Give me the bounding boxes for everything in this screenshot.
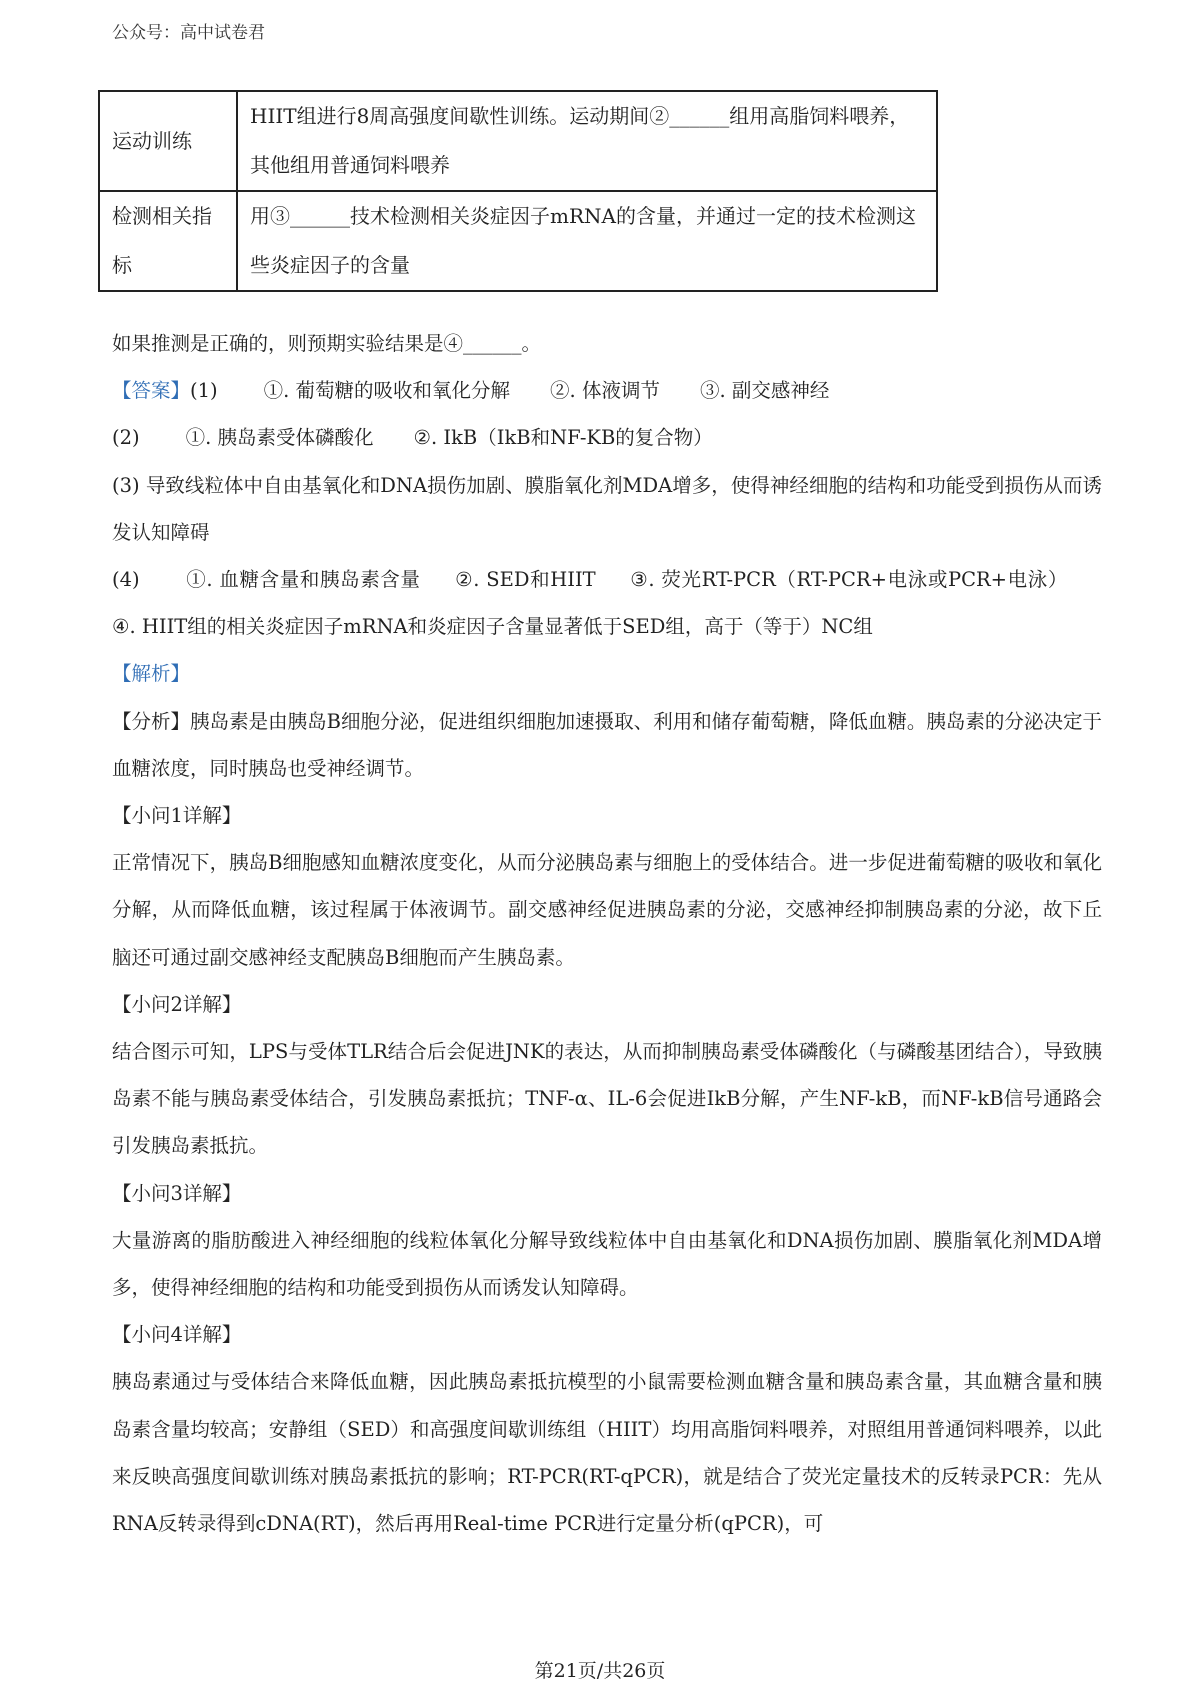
table-cell-label: 检测相关指标 [99, 191, 237, 291]
answer-1-part-c: ③. 副交感神经 [699, 379, 830, 403]
q1-text: 正常情况下，胰岛B细胞感知血糖浓度变化，从而分泌胰岛素与细胞上的受体结合。进一步促进葡萄糖的吸收和氧化分解，从而降低血糖，该过程属于体液调节。副交感神经促进胰岛素的分泌，交感神经抑制胰岛素的分泌，故下丘脑还可通过副交感神经支配胰岛B细胞而产生胰岛素。 [112, 851, 1102, 969]
answer-4-part-b: ②. SED和HIIT [454, 568, 596, 592]
answer-line-2 [112, 414, 1102, 461]
answer-2-number: (2) [112, 426, 140, 450]
answer-line-4 [112, 556, 1102, 650]
table-row [99, 191, 937, 291]
answer-line-1 [112, 367, 1102, 414]
answer-1-part-a: ①. 葡萄糖的吸收和氧化分解 [263, 379, 511, 403]
table-cell-content: 用③______技术检测相关炎症因子mRNA的含量，并通过一定的技术检测这些炎症因子的含量 [237, 191, 937, 291]
answer-2-part-b: ②. IkB（IkB和NF-KB的复合物） [413, 426, 713, 450]
q4-text: 胰岛素通过与受体结合来降低血糖，因此胰岛素抵抗模型的小鼠需要检测血糖含量和胰岛素含量，其血糖含量和胰岛素含量均较高；安静组（SED）和高强度间歇训练组（HIIT）均用高脂饲料喂养，对照组用普通饲料喂养，以此来反映高强度间歇训练对胰岛素抵抗的影响；RT-PCR(RT-qPCR)，就是结合了荧光定量技术的反转录PCR：先从RNA反转录得到cDNA(RT)，然后再用Real-time PCR进行定量分析(qPCR)，可 [112, 1370, 1102, 1536]
answer-1-part-b: ②. 体液调节 [550, 379, 660, 403]
intro-line: 如果推测是正确的，则预期实验结果是④______。 [112, 332, 542, 355]
q3-text: 大量游离的脂肪酸进入神经细胞的线粒体氧化分解导致线粒体中自由基氧化和DNA损伤加剧、膜脂氧化剂MDA增多，使得神经细胞的结构和功能受到损伤从而诱发认知障碍。 [112, 1228, 1102, 1300]
answer-4-part-a: ①. 血糖含量和胰岛素含量 [185, 568, 421, 592]
q2-text: 结合图示可知，LPS与受体TLR结合后会促进JNK的表达，从而抑制胰岛素受体磷酸化（与磷酸基团结合），导致胰岛素不能与胰岛素受体结合，引发胰岛素抵抗；TNF-α、IL-6会促进IkB分解，产生NF-kB，而NF-kB信号通路会引发胰岛素抵抗。 [112, 1040, 1102, 1158]
answer-2-part-a: ①. 胰岛素受体磷酸化 [185, 426, 374, 450]
document-body [112, 320, 1102, 1547]
analysis-text: 【分析】胰岛素是由胰岛B细胞分泌，促进组织细胞加速摄取、利用和储存葡萄糖，降低血糖。胰岛素的分泌决定于血糖浓度，同时胰岛也受神经调节。 [112, 709, 1102, 780]
answer-4-part-c: ③. 荧光RT-PCR（RT-PCR+电泳或PCR+电泳） [629, 568, 1068, 592]
page-footer: 第21页/共26页 [534, 1660, 666, 1682]
experiment-table [98, 90, 938, 292]
q2-title: 【小问2详解】 [112, 992, 242, 1016]
q1-title: 【小问1详解】 [112, 804, 242, 828]
answer-3: (3) 导致线粒体中自由基氧化和DNA损伤加剧、膜脂氧化剂MDA增多，使得神经细胞的结构和功能受到损伤从而诱发认知障碍 [112, 473, 1102, 544]
answer-4-number: (4) [112, 568, 140, 592]
table-cell-label: 运动训练 [99, 91, 237, 191]
answer-tag: 【答案】 [112, 379, 191, 403]
table-cell-content: HIIT组进行8周高强度间歇性训练。运动期间②______组用高脂饲料喂养，其他组用普通饲料喂养 [237, 91, 937, 191]
answer-4-part-d: ④. HIIT组的相关炎症因子mRNA和炎症因子含量显著低于SED组，高于（等于）NC组 [112, 615, 873, 639]
page-header: 公众号：高中试卷君 [112, 23, 265, 43]
answer-1-number: (1) [190, 379, 218, 403]
q4-title: 【小问4详解】 [112, 1323, 242, 1347]
table-row [99, 91, 937, 191]
analysis-tag: 【解析】 [112, 662, 191, 686]
q3-title: 【小问3详解】 [112, 1181, 242, 1205]
